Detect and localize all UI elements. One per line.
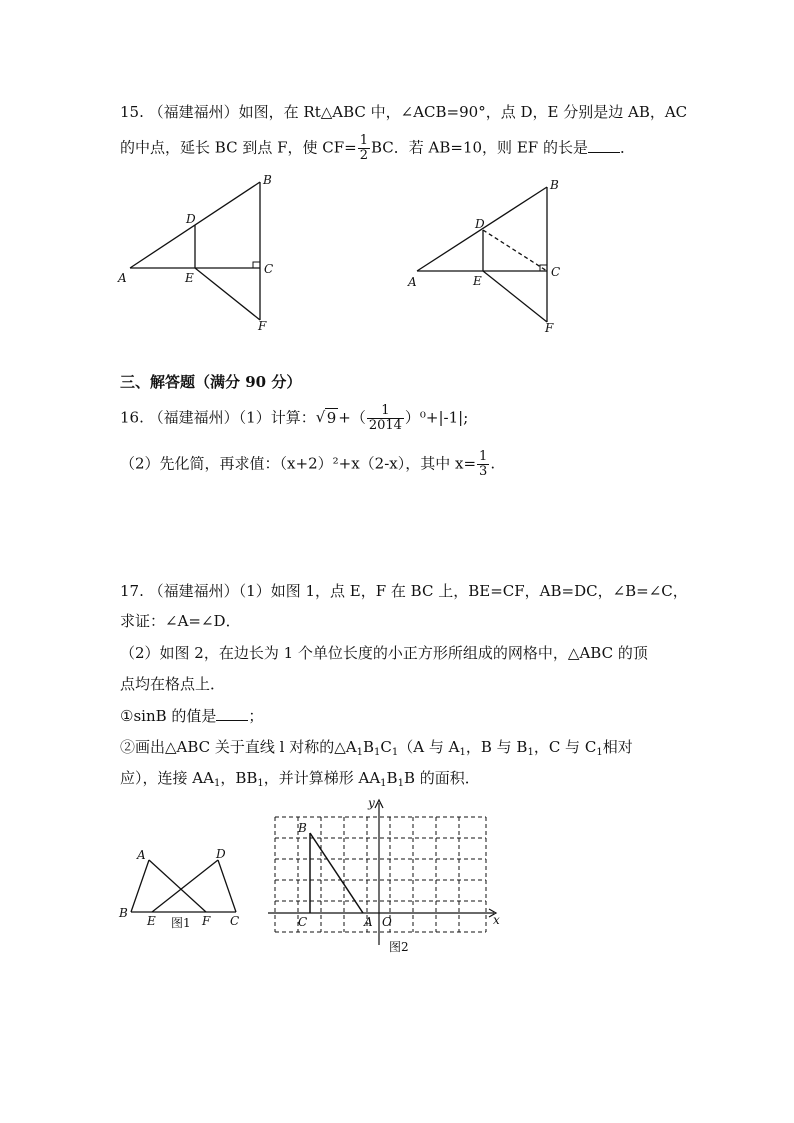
q15-frac-num: 1 <box>359 133 368 148</box>
q17-line7a: 应），连接 AA <box>120 769 214 787</box>
q17-sub: 1 <box>257 778 264 789</box>
q17-sub: 1 <box>213 778 221 789</box>
q17-line1 <box>120 581 688 601</box>
q16-x-fraction <box>477 450 489 479</box>
q17-sub: 1 <box>380 778 387 789</box>
q15-right-label-d: D <box>475 217 485 231</box>
q15-right-label-f: F <box>545 321 554 335</box>
q17-fig2-label-b: B <box>298 821 307 835</box>
q15-right-label-b: B <box>550 178 559 192</box>
q17-line7e: B 的面积． <box>403 769 480 787</box>
q16-part2: （2）先化简，再求值：（x+2）²+x（2-x），其中 x= <box>120 454 477 473</box>
q17-line7 <box>120 768 480 794</box>
q15-number: 15. <box>120 103 144 121</box>
q17-line6f: ，C 与 C <box>533 738 597 756</box>
q15-left-label-b: B <box>263 173 272 187</box>
q17-figure1 <box>115 842 250 937</box>
q17-fig2-label-o: O <box>382 915 392 929</box>
q16-source: （福建福州） <box>148 408 239 427</box>
q15-left-label-e: E <box>185 271 194 285</box>
q17-sinb-question: ①sinB 的值是 <box>120 707 217 725</box>
q17-line5 <box>120 706 263 726</box>
q15-figure-right <box>405 175 575 340</box>
section-heading: 三、解答题（满分 90 分） <box>120 373 302 391</box>
q15-left-label-f: F <box>258 319 267 333</box>
q17-fig2-label-c: C <box>298 915 308 929</box>
q17-sub: 1 <box>527 747 534 758</box>
q15-line2 <box>120 134 635 163</box>
q15-fraction <box>358 134 370 163</box>
q16-sqrt <box>316 408 339 428</box>
q15-right-segment-ef <box>483 271 547 322</box>
q17-line6c: C <box>380 738 392 756</box>
q17-line5-end: ； <box>248 707 264 725</box>
q17-text-line1: （1）如图 1，点 E，F 在 BC 上，BE=CF，AB=DC，∠B=∠C， <box>238 582 688 600</box>
q16-fraction <box>367 404 404 433</box>
q17-sub: 1 <box>459 747 466 758</box>
q15-left-label-a: A <box>118 271 127 285</box>
q17-figure2-caption: 图2 <box>389 940 409 954</box>
q15-text-line2b: BC．若 AB=10，则 EF 的长是 <box>371 138 588 157</box>
q16-part1: （1）计算： <box>238 408 316 427</box>
q17-line2: 求证：∠A=∠D． <box>120 612 241 630</box>
q17-line3: （2）如图 2，在边长为 1 个单位长度的小正方形所组成的网格中，△ABC 的顶 <box>120 644 648 662</box>
q15-line1 <box>120 102 687 122</box>
q16-x-den: 3 <box>479 464 488 479</box>
q17-line4: 点均在格点上． <box>120 675 226 693</box>
q15-source: （福建福州） <box>148 103 239 121</box>
q15-right-dashed-dc <box>483 230 547 271</box>
q16-number: 16. <box>120 408 144 427</box>
q16-plus: +（ <box>338 408 366 427</box>
q16-line2 <box>120 450 495 479</box>
q17-fig1-segment-af <box>149 860 206 912</box>
q17-fig2-label-a: A <box>364 915 373 929</box>
q15-left-segment-ef <box>195 268 260 320</box>
q17-fig1-label-e: E <box>147 914 156 928</box>
q17-sub: 1 <box>397 778 404 789</box>
q17-line6a: ②画出△ABC 关于直线 l 对称的△A <box>120 738 357 756</box>
q17-line6e: ，B 与 B <box>465 738 528 756</box>
q17-line7c: ，并计算梯形 AA <box>263 769 381 787</box>
q16-end: . <box>490 454 496 473</box>
q15-text-line1: 如图，在 Rt△ABC 中，∠ACB=90°，点 D，E 分别是边 AB，AC <box>238 103 688 121</box>
q17-line6b: B <box>363 738 375 756</box>
q16-sqrt-value: 9 <box>326 408 337 427</box>
q15-frac-den: 2 <box>359 148 368 163</box>
q17-sub: 1 <box>356 747 363 758</box>
q15-text-line2a: 的中点，延长 BC 到点 F，使 CF= <box>120 138 357 157</box>
q15-left-label-c: C <box>264 262 274 276</box>
q17-number: 17. <box>120 582 144 600</box>
q17-fig2-label-x: x <box>493 913 500 927</box>
q17-fig1-label-c: C <box>230 914 240 928</box>
q17-fig1-segment-ba <box>131 860 149 912</box>
q15-figure-left <box>115 170 285 335</box>
q17-answer-blank <box>216 706 248 721</box>
q15-end: ． <box>619 138 635 157</box>
q17-line6g: 相对 <box>602 738 633 756</box>
q17-fig1-label-b: B <box>119 906 128 920</box>
sqrt-sign-icon: √ <box>315 407 326 426</box>
q17-figure2 <box>268 795 508 960</box>
q16-frac-num: 1 <box>367 404 404 419</box>
q17-fig1-label-a: A <box>137 848 146 862</box>
q17-fig1-label-d: D <box>216 847 226 861</box>
q16-line1 <box>120 404 468 433</box>
q17-sub: 1 <box>391 747 399 758</box>
q16-tail: ）⁰+|-1|; <box>404 408 469 427</box>
q17-line7d: B <box>386 769 398 787</box>
q17-sub: 1 <box>374 747 381 758</box>
q16-frac-den: 2014 <box>368 418 402 433</box>
q15-right-label-c: C <box>551 265 561 279</box>
q17-figure1-caption: 图1 <box>171 916 191 930</box>
q17-fig1-label-f: F <box>202 914 211 928</box>
q16-x-num: 1 <box>479 449 488 464</box>
q17-sub: 1 <box>596 747 603 758</box>
q17-line6d: （A 与 A <box>398 738 460 756</box>
q15-left-label-d: D <box>186 212 196 226</box>
q17-fig1-segment-de <box>152 860 218 912</box>
q17-fig1-segment-cd <box>218 860 236 912</box>
q15-right-label-e: E <box>473 274 482 288</box>
q17-line6 <box>120 737 633 763</box>
q15-right-label-a: A <box>408 275 417 289</box>
q17-source: （福建福州） <box>148 582 239 600</box>
q15-left-right-angle-mark <box>253 262 260 268</box>
q15-answer-blank <box>588 138 620 153</box>
q17-fig2-label-y: y <box>368 796 375 810</box>
q17-line7b: ，BB <box>220 769 258 787</box>
